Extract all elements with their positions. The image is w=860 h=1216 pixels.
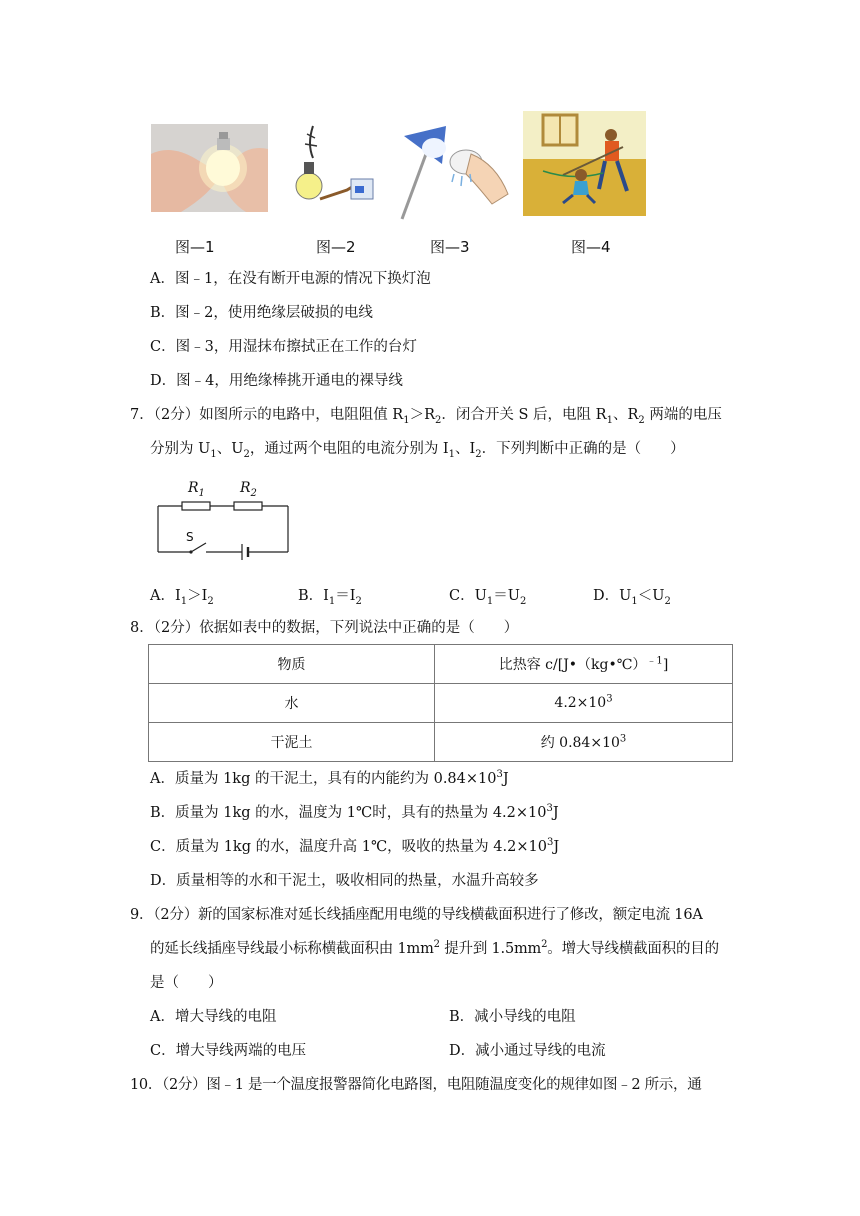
q8-stem: 8．（2分）依据如表中的数据，下列说法中正确的是（ ） bbox=[130, 620, 519, 636]
table-cell-dry-soil-value: 约 $0.84\times 10^3$ bbox=[435, 723, 733, 762]
q6-option-b: B．图﹣2，使用绝缘层破损的电线 bbox=[150, 305, 373, 321]
table-row bbox=[149, 684, 733, 723]
q7-circuit-diagram bbox=[150, 480, 300, 560]
figure-3-wet-cloth-lamp bbox=[396, 124, 512, 224]
q9-option-a: A．增大导线的电阻 bbox=[150, 1009, 277, 1025]
q7-r2-label: $R_2$ bbox=[240, 480, 257, 499]
table-header-row bbox=[149, 645, 733, 684]
q7-option-d: D．$U_1<U_2$ bbox=[593, 588, 671, 607]
figure-4-insulated-rod bbox=[523, 111, 646, 216]
q9-option-b: B．减小导线的电阻 bbox=[449, 1009, 576, 1025]
q9-stem-line-3: 是（ ） bbox=[150, 975, 223, 991]
figure-caption-3: 图—3 bbox=[430, 238, 470, 256]
q8-option-d: D．质量相等的水和干泥土，吸收相同的热量，水温升高较多 bbox=[150, 873, 539, 889]
q9-option-d: D．减小通过导线的电流 bbox=[449, 1043, 606, 1059]
table-header-specific-heat: 比热容 c/[J•（kg•℃）$^{﹣1}$] bbox=[435, 645, 733, 684]
q7-option-c: C．$U_1=U_2$ bbox=[449, 588, 527, 607]
q10-stem-line-1: 10．（2分）图﹣1 是一个温度报警器简化电路图，电阻随温度变化的规律如图﹣2 所示，通 bbox=[130, 1077, 702, 1093]
q8-option-c: C．质量为 1kg 的水，温度升高 1℃，吸收的热量为 $4.2\times 10^3J$ bbox=[150, 837, 560, 855]
specific-heat-table bbox=[148, 644, 733, 762]
figure-1-hand-changing-bulb bbox=[151, 124, 268, 212]
q6-option-c: C．图﹣3，用湿抹布擦拭正在工作的台灯 bbox=[150, 339, 417, 355]
figure-caption-1: 图—1 bbox=[175, 238, 215, 256]
q7-option-b: B．$I_1=I_2$ bbox=[298, 588, 362, 607]
q7-stem-line-1: 7．（2分）如图所示的电路中，电阻阻值 $R_1>R_2$．闭合开关 S 后，电阻 $R_1$、$R_2$ 两端的电压 bbox=[130, 407, 722, 426]
q7-option-a: A．$I_1>I_2$ bbox=[150, 588, 214, 607]
table-cell-water-value: $4.2\times 10^3$ bbox=[435, 684, 733, 723]
q6-option-d: D．图﹣4，用绝缘棒挑开通电的裸导线 bbox=[150, 373, 403, 389]
q8-option-b: B．质量为 1kg 的水，温度为 1℃时，具有的热量为 $4.2\times 10^3J$ bbox=[150, 803, 559, 821]
figure-caption-4: 图—4 bbox=[571, 238, 611, 256]
figure-2-damaged-wire bbox=[285, 124, 385, 234]
table-header-substance: 物质 bbox=[149, 645, 435, 684]
q9-option-c: C．增大导线两端的电压 bbox=[150, 1043, 307, 1059]
q7-switch-label: S bbox=[186, 530, 194, 544]
q8-option-a: A．质量为 1kg 的干泥土，具有的内能约为 $0.84\times 10^3J$ bbox=[150, 769, 509, 787]
q9-stem-line-1: 9．（2分）新的国家标准对延长线插座配用电缆的导线横截面积进行了修改，额定电流 16A bbox=[130, 907, 703, 923]
figure-caption-2: 图—2 bbox=[316, 238, 356, 256]
q7-stem-line-2: 分别为 $U_1$、$U_2$，通过两个电阻的电流分别为 $I_1$、$I_2$．下列判断中正确的是（ ） bbox=[150, 441, 685, 460]
table-cell-dry-soil: 干泥土 bbox=[149, 723, 435, 762]
q9-stem-line-2: 的延长线插座导线最小标称横截面积由 $1mm^2$ 提升到 $1.5mm^2$。增大导线横截面积的目的 bbox=[150, 939, 719, 957]
table-cell-water: 水 bbox=[149, 684, 435, 723]
q6-option-a: A．图﹣1，在没有断开电源的情况下换灯泡 bbox=[150, 271, 431, 287]
table-row bbox=[149, 723, 733, 762]
q7-r1-label: $R_1$ bbox=[188, 480, 205, 499]
